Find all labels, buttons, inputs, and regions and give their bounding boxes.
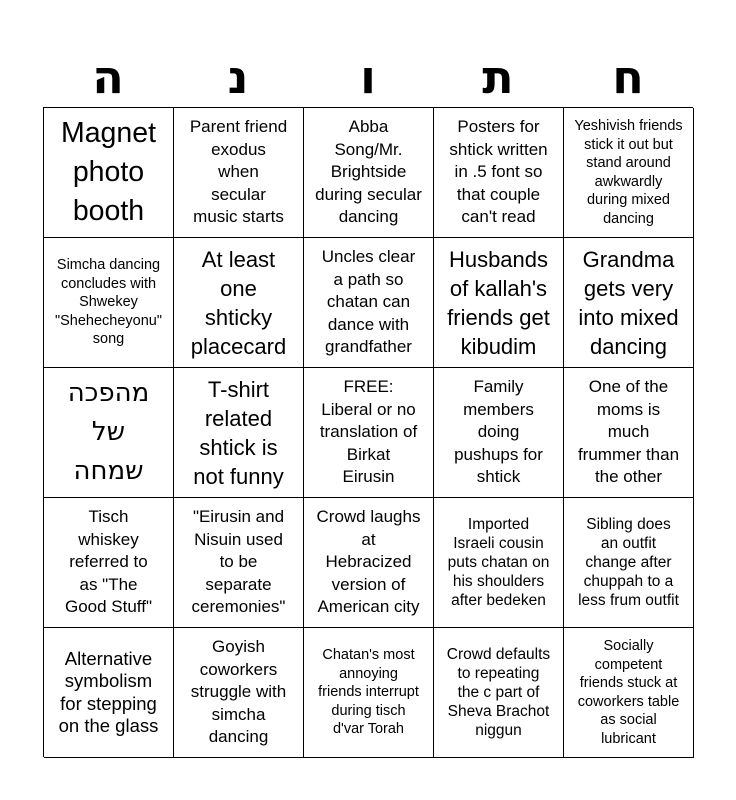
cell-text: Crowd defaults to repeating the c part of Sheva Brachot niggun xyxy=(446,646,551,739)
bingo-cell[interactable] xyxy=(44,238,174,368)
cell-text: "Eirusin and Nisuin used to be separate ceremonies" xyxy=(191,507,286,617)
bingo-cell[interactable] xyxy=(174,108,304,238)
cell-text: Tisch whiskey referred to as "The Good Stuff" xyxy=(64,507,152,617)
cell-text: At least one shticky placecard xyxy=(190,246,287,359)
cell-text: T-shirt related shtick is not funny xyxy=(193,376,284,489)
bingo-cell[interactable] xyxy=(174,498,304,628)
bingo-cell[interactable] xyxy=(44,108,174,238)
bingo-cell[interactable] xyxy=(44,628,174,758)
cell-text: Uncles clear a path so chatan can dance with grandfather xyxy=(321,247,416,357)
cell-text: Sibling does an outfit change after chuppah to a less frum outfit xyxy=(578,516,679,609)
bingo-cell[interactable] xyxy=(434,628,564,758)
cell-text: Magnet photo booth xyxy=(60,117,157,227)
bingo-cell[interactable] xyxy=(564,108,694,238)
header-letter-4: ת xyxy=(482,50,514,104)
header-letter-3: ו xyxy=(360,50,376,104)
bingo-cell[interactable] xyxy=(304,108,434,238)
cell-text: Alternative symbolism for stepping on the glass xyxy=(58,647,159,736)
cell-text: Simcha dancing concludes with Shwekey "Shehecheyonu" song xyxy=(54,257,163,348)
bingo-cell[interactable] xyxy=(304,628,434,758)
bingo-cell[interactable] xyxy=(44,368,174,498)
bingo-cell[interactable] xyxy=(434,368,564,498)
cell-text: Imported Israeli cousin puts chatan on his shoulders after bedeken xyxy=(447,516,550,609)
cell-text: Husbands of kallah's friends get kibudim xyxy=(447,246,550,359)
bingo-cell[interactable] xyxy=(434,238,564,368)
cell-text: Posters for shtick written in .5 font so that couple can't read xyxy=(449,117,548,227)
cell-text: One of the moms is much frummer than the other xyxy=(577,377,680,487)
cell-text: מהפכה של שמחה xyxy=(67,378,150,486)
bingo-cell[interactable] xyxy=(174,368,304,498)
cell-text: Yeshivish friends stick it out but stand around awkwardly during mixed dancing xyxy=(574,118,683,227)
bingo-cell[interactable] xyxy=(174,628,304,758)
bingo-cell[interactable] xyxy=(564,498,694,628)
bingo-cell[interactable] xyxy=(304,368,434,498)
header-letter-2: נ xyxy=(227,50,249,104)
cell-text: Crowd laughs at Hebracized version of American city xyxy=(316,507,421,617)
bingo-cell[interactable] xyxy=(434,108,564,238)
bingo-cell[interactable] xyxy=(564,238,694,368)
bingo-cell[interactable] xyxy=(564,628,694,758)
header-letter-1: ה xyxy=(92,50,124,104)
bingo-cell[interactable] xyxy=(44,498,174,628)
bingo-board xyxy=(43,107,693,757)
bingo-cell[interactable] xyxy=(304,498,434,628)
cell-text: Abba Song/Mr. Brightside during secular dancing xyxy=(315,117,422,227)
bingo-header xyxy=(43,48,693,106)
cell-text: Chatan's most annoying friends interrupt during tisch d'var Torah xyxy=(318,647,419,738)
bingo-cell[interactable] xyxy=(174,238,304,368)
cell-text: Goyish coworkers struggle with simcha dancing xyxy=(190,637,287,747)
bingo-cell[interactable] xyxy=(304,238,434,368)
cell-text: Family members doing pushups for shtick xyxy=(454,377,543,487)
bingo-cell[interactable] xyxy=(564,368,694,498)
header-letter-5: ח xyxy=(612,50,644,104)
cell-text: Parent friend exodus when secular music starts xyxy=(189,117,288,227)
cell-text: FREE: Liberal or no translation of Birkat Eirusin xyxy=(319,377,418,487)
cell-text: Socially competent friends stuck at coworkers table as social lubricant xyxy=(577,638,680,747)
bingo-cell[interactable] xyxy=(434,498,564,628)
cell-text: Grandma gets very into mixed dancing xyxy=(578,246,679,359)
